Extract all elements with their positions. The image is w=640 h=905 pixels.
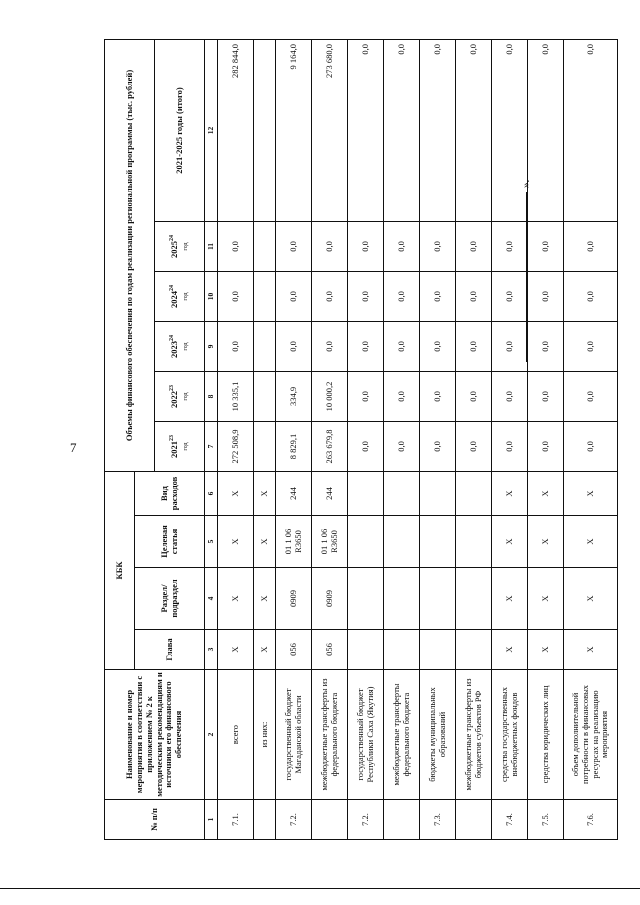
year-2021-sub: год: [182, 442, 189, 451]
row-name: межбюджетные трансферты федерального бюджета: [384, 670, 420, 800]
table-row: [312, 39, 348, 839]
cell-2021: 263 679,8: [312, 421, 348, 471]
header-glava: Глава: [135, 630, 205, 670]
col-number: 8: [205, 371, 218, 421]
year-2023-sup: 24: [169, 334, 176, 341]
year-2024-sub: год: [182, 292, 189, 301]
cell-vid: [456, 471, 492, 515]
cell-2025: 0,0: [384, 221, 420, 271]
cell-2022: 0,0: [528, 371, 564, 421]
cell-vid: [384, 471, 420, 515]
year-2021-sup: 23: [169, 434, 176, 441]
cell-celevaya: Х: [492, 516, 528, 568]
row-num: 7.2.: [276, 800, 312, 840]
year-2024-sup: 24: [169, 284, 176, 291]
table-row: [348, 39, 384, 839]
cell-2024: 0,0: [564, 271, 618, 321]
table-row: [420, 39, 456, 839]
cell-2025: 0,0: [312, 221, 348, 271]
financing-table: [104, 39, 618, 840]
cell-razdel: 0909: [276, 568, 312, 630]
cell-2025: 0,0: [348, 221, 384, 271]
cell-2022: 0,0: [420, 371, 456, 421]
year-2021-label: 2021: [169, 440, 180, 458]
cell-razdel: [456, 568, 492, 630]
cell-2023: 0,0: [312, 321, 348, 371]
cell-2024: 0,0: [384, 271, 420, 321]
row-num: [312, 800, 348, 840]
cell-2024: 0,0: [420, 271, 456, 321]
cell-razdel: Х: [564, 568, 618, 630]
cell-2023: 0,0: [420, 321, 456, 371]
cell-total: 0,0: [384, 39, 420, 221]
footer-rule: [0, 888, 640, 889]
cell-glava: 056: [276, 630, 312, 670]
year-2023-sub: год: [182, 342, 189, 351]
cell-razdel: [384, 568, 420, 630]
table-row: [564, 39, 618, 839]
cell-2024: [254, 271, 276, 321]
cell-2023: 0,0: [528, 321, 564, 371]
cell-glava: 056: [312, 630, 348, 670]
header-year-2023: [155, 321, 205, 371]
cell-2021: 0,0: [420, 421, 456, 471]
row-name: бюджеты муниципальных образований: [420, 670, 456, 800]
table-row: [456, 39, 492, 839]
cell-2023: 0,0: [564, 321, 618, 371]
cell-2022: 334,9: [276, 371, 312, 421]
cell-total: 0,0: [492, 39, 528, 221]
cell-vid: [348, 471, 384, 515]
year-2025-sup: 24: [169, 234, 176, 241]
column-numbers-row: [205, 39, 218, 839]
header-name: Наименование и номер мероприятия в соответствии с приложением № 2 к методическим рекомендациям и источники его финансового обеспечения: [105, 670, 205, 800]
cell-razdel: Х: [492, 568, 528, 630]
cell-2022: 0,0: [492, 371, 528, 421]
header-vid: Вид расходов: [135, 471, 205, 515]
cell-2023: 0,0: [348, 321, 384, 371]
cell-glava: Х: [254, 630, 276, 670]
row-name: межбюджетные трансферты из бюджетов субъектов РФ: [456, 670, 492, 800]
rotated-table-area: [104, 40, 610, 840]
col-number: 6: [205, 471, 218, 515]
cell-celevaya: [456, 516, 492, 568]
header-year-2024: [155, 271, 205, 321]
header-year-2021: [155, 421, 205, 471]
col-number: 3: [205, 630, 218, 670]
cell-2024: 0,0: [218, 271, 254, 321]
header-num: № п/п: [105, 800, 205, 840]
cell-2021: 0,0: [528, 421, 564, 471]
cell-2025: 0,0: [276, 221, 312, 271]
cell-2023: [254, 321, 276, 371]
col-number: 10: [205, 271, 218, 321]
cell-2025: 0,0: [420, 221, 456, 271]
cell-2022: [254, 371, 276, 421]
col-number: 7: [205, 421, 218, 471]
cell-2024: 0,0: [312, 271, 348, 321]
cell-2021: 272 508,9: [218, 421, 254, 471]
cell-2025: 0,0: [528, 221, 564, 271]
cell-2025: 0,0: [218, 221, 254, 271]
cell-vid: Х: [492, 471, 528, 515]
table-body: [218, 39, 618, 839]
cell-2024: 0,0: [456, 271, 492, 321]
row-num: 7.1.: [218, 800, 254, 840]
cell-2022: 0,0: [456, 371, 492, 421]
year-2025-sub: год: [182, 242, 189, 251]
cell-glava: [348, 630, 384, 670]
cell-2023: 0,0: [456, 321, 492, 371]
cell-celevaya: Х: [564, 516, 618, 568]
cell-total: 0,0: [528, 39, 564, 221]
cell-vid: Х: [528, 471, 564, 515]
header-razdel: Раздел/подраздел: [135, 568, 205, 630]
cell-vid: Х: [218, 471, 254, 515]
cell-total: 0,0: [456, 39, 492, 221]
cell-vid: 244: [312, 471, 348, 515]
row-num: 7.3.: [420, 800, 456, 840]
row-name: государственный бюджет Магаданской области: [276, 670, 312, 800]
row-name: средства государственных внебюджетных фондов: [492, 670, 528, 800]
header-year-2025: [155, 221, 205, 271]
cell-razdel: Х: [528, 568, 564, 630]
cell-razdel: Х: [254, 568, 276, 630]
row-num: [254, 800, 276, 840]
year-2023-label: 2023: [169, 340, 180, 358]
row-name: всего: [218, 670, 254, 800]
year-2025-label: 2025: [169, 240, 180, 258]
cell-vid: [420, 471, 456, 515]
cell-total: 273 680,0: [312, 39, 348, 221]
year-2024-label: 2024: [169, 290, 180, 308]
cell-2021: 0,0: [348, 421, 384, 471]
end-mark: [520, 82, 536, 362]
cell-2021: 8 829,1: [276, 421, 312, 471]
cell-2025: [254, 221, 276, 271]
cell-2021: 0,0: [456, 421, 492, 471]
cell-total: 0,0: [420, 39, 456, 221]
cell-glava: Х: [564, 630, 618, 670]
cell-2021: 0,0: [564, 421, 618, 471]
cell-2024: 0,0: [528, 271, 564, 321]
cell-total: [254, 39, 276, 221]
row-name: межбюджетные трансферты из федерального бюджета: [312, 670, 348, 800]
cell-2021: 0,0: [384, 421, 420, 471]
header-total: 2021-2025 годы (итого): [155, 39, 205, 221]
cell-glava: Х: [218, 630, 254, 670]
cell-celevaya: [420, 516, 456, 568]
row-num: [456, 800, 492, 840]
cell-2024: 0,0: [492, 271, 528, 321]
cell-razdel: [420, 568, 456, 630]
table-row: [254, 39, 276, 839]
table-row: [384, 39, 420, 839]
cell-celevaya: 01 1 06 R3650: [276, 516, 312, 568]
header-celevaya: Целевая статья: [135, 516, 205, 568]
cell-2022: 10 000,2: [312, 371, 348, 421]
cell-2023: 0,0: [218, 321, 254, 371]
row-num: 7.4.: [492, 800, 528, 840]
col-number: 5: [205, 516, 218, 568]
cell-glava: [420, 630, 456, 670]
cell-glava: [456, 630, 492, 670]
cell-celevaya: Х: [528, 516, 564, 568]
cell-total: 282 844,0: [218, 39, 254, 221]
cell-glava: Х: [492, 630, 528, 670]
row-name: средства юридических лиц: [528, 670, 564, 800]
page-number: 7: [70, 440, 77, 455]
year-2022-label: 2022: [169, 390, 180, 408]
cell-2021: 0,0: [492, 421, 528, 471]
cell-2023: 0,0: [276, 321, 312, 371]
cell-razdel: Х: [218, 568, 254, 630]
row-num: 7.2.: [348, 800, 384, 840]
header-year-2022: [155, 371, 205, 421]
year-2022-sub: год: [182, 392, 189, 401]
year-2022-sup: 23: [169, 384, 176, 391]
cell-2023: 0,0: [384, 321, 420, 371]
row-name: объем дополнительной потребности в финансовых ресурсах на реализацию мероприятия: [564, 670, 618, 800]
col-number: 12: [205, 39, 218, 221]
cell-razdel: 0909: [312, 568, 348, 630]
col-number: 9: [205, 321, 218, 371]
cell-2022: 0,0: [564, 371, 618, 421]
cell-2021: [254, 421, 276, 471]
col-number: 1: [205, 800, 218, 840]
cell-2024: 0,0: [276, 271, 312, 321]
cell-razdel: [348, 568, 384, 630]
cell-total: 0,0: [348, 39, 384, 221]
table-row: [218, 39, 254, 839]
col-number: 4: [205, 568, 218, 630]
header-kbk: КБК: [105, 471, 135, 669]
cell-celevaya: Х: [218, 516, 254, 568]
cell-vid: Х: [564, 471, 618, 515]
end-mark-text: ».: [520, 179, 532, 188]
cell-2022: 0,0: [348, 371, 384, 421]
end-line: [526, 192, 527, 362]
col-number: 2: [205, 670, 218, 800]
row-name: государственный бюджет Республики Саха (Якутия): [348, 670, 384, 800]
cell-2022: 10 335,1: [218, 371, 254, 421]
table-row: [276, 39, 312, 839]
cell-2022: 0,0: [384, 371, 420, 421]
row-num: [384, 800, 420, 840]
cell-celevaya: [384, 516, 420, 568]
col-number: 11: [205, 221, 218, 271]
cell-celevaya: 01 1 06 R3650: [312, 516, 348, 568]
cell-2023: 0,0: [492, 321, 528, 371]
cell-total: 9 164,0: [276, 39, 312, 221]
cell-2025: 0,0: [564, 221, 618, 271]
cell-celevaya: Х: [254, 516, 276, 568]
cell-2024: 0,0: [348, 271, 384, 321]
cell-celevaya: [348, 516, 384, 568]
cell-glava: Х: [528, 630, 564, 670]
header-finance: Объемы финансового обеспечения по годам реализации региональной программы (тыс. рублей): [105, 39, 155, 471]
cell-glava: [384, 630, 420, 670]
cell-2025: 0,0: [456, 221, 492, 271]
cell-vid: Х: [254, 471, 276, 515]
cell-total: 0,0: [564, 39, 618, 221]
row-num: 7.6.: [564, 800, 618, 840]
cell-vid: 244: [276, 471, 312, 515]
cell-2025: 0,0: [492, 221, 528, 271]
row-num: 7.5.: [528, 800, 564, 840]
row-name: из них:: [254, 670, 276, 800]
